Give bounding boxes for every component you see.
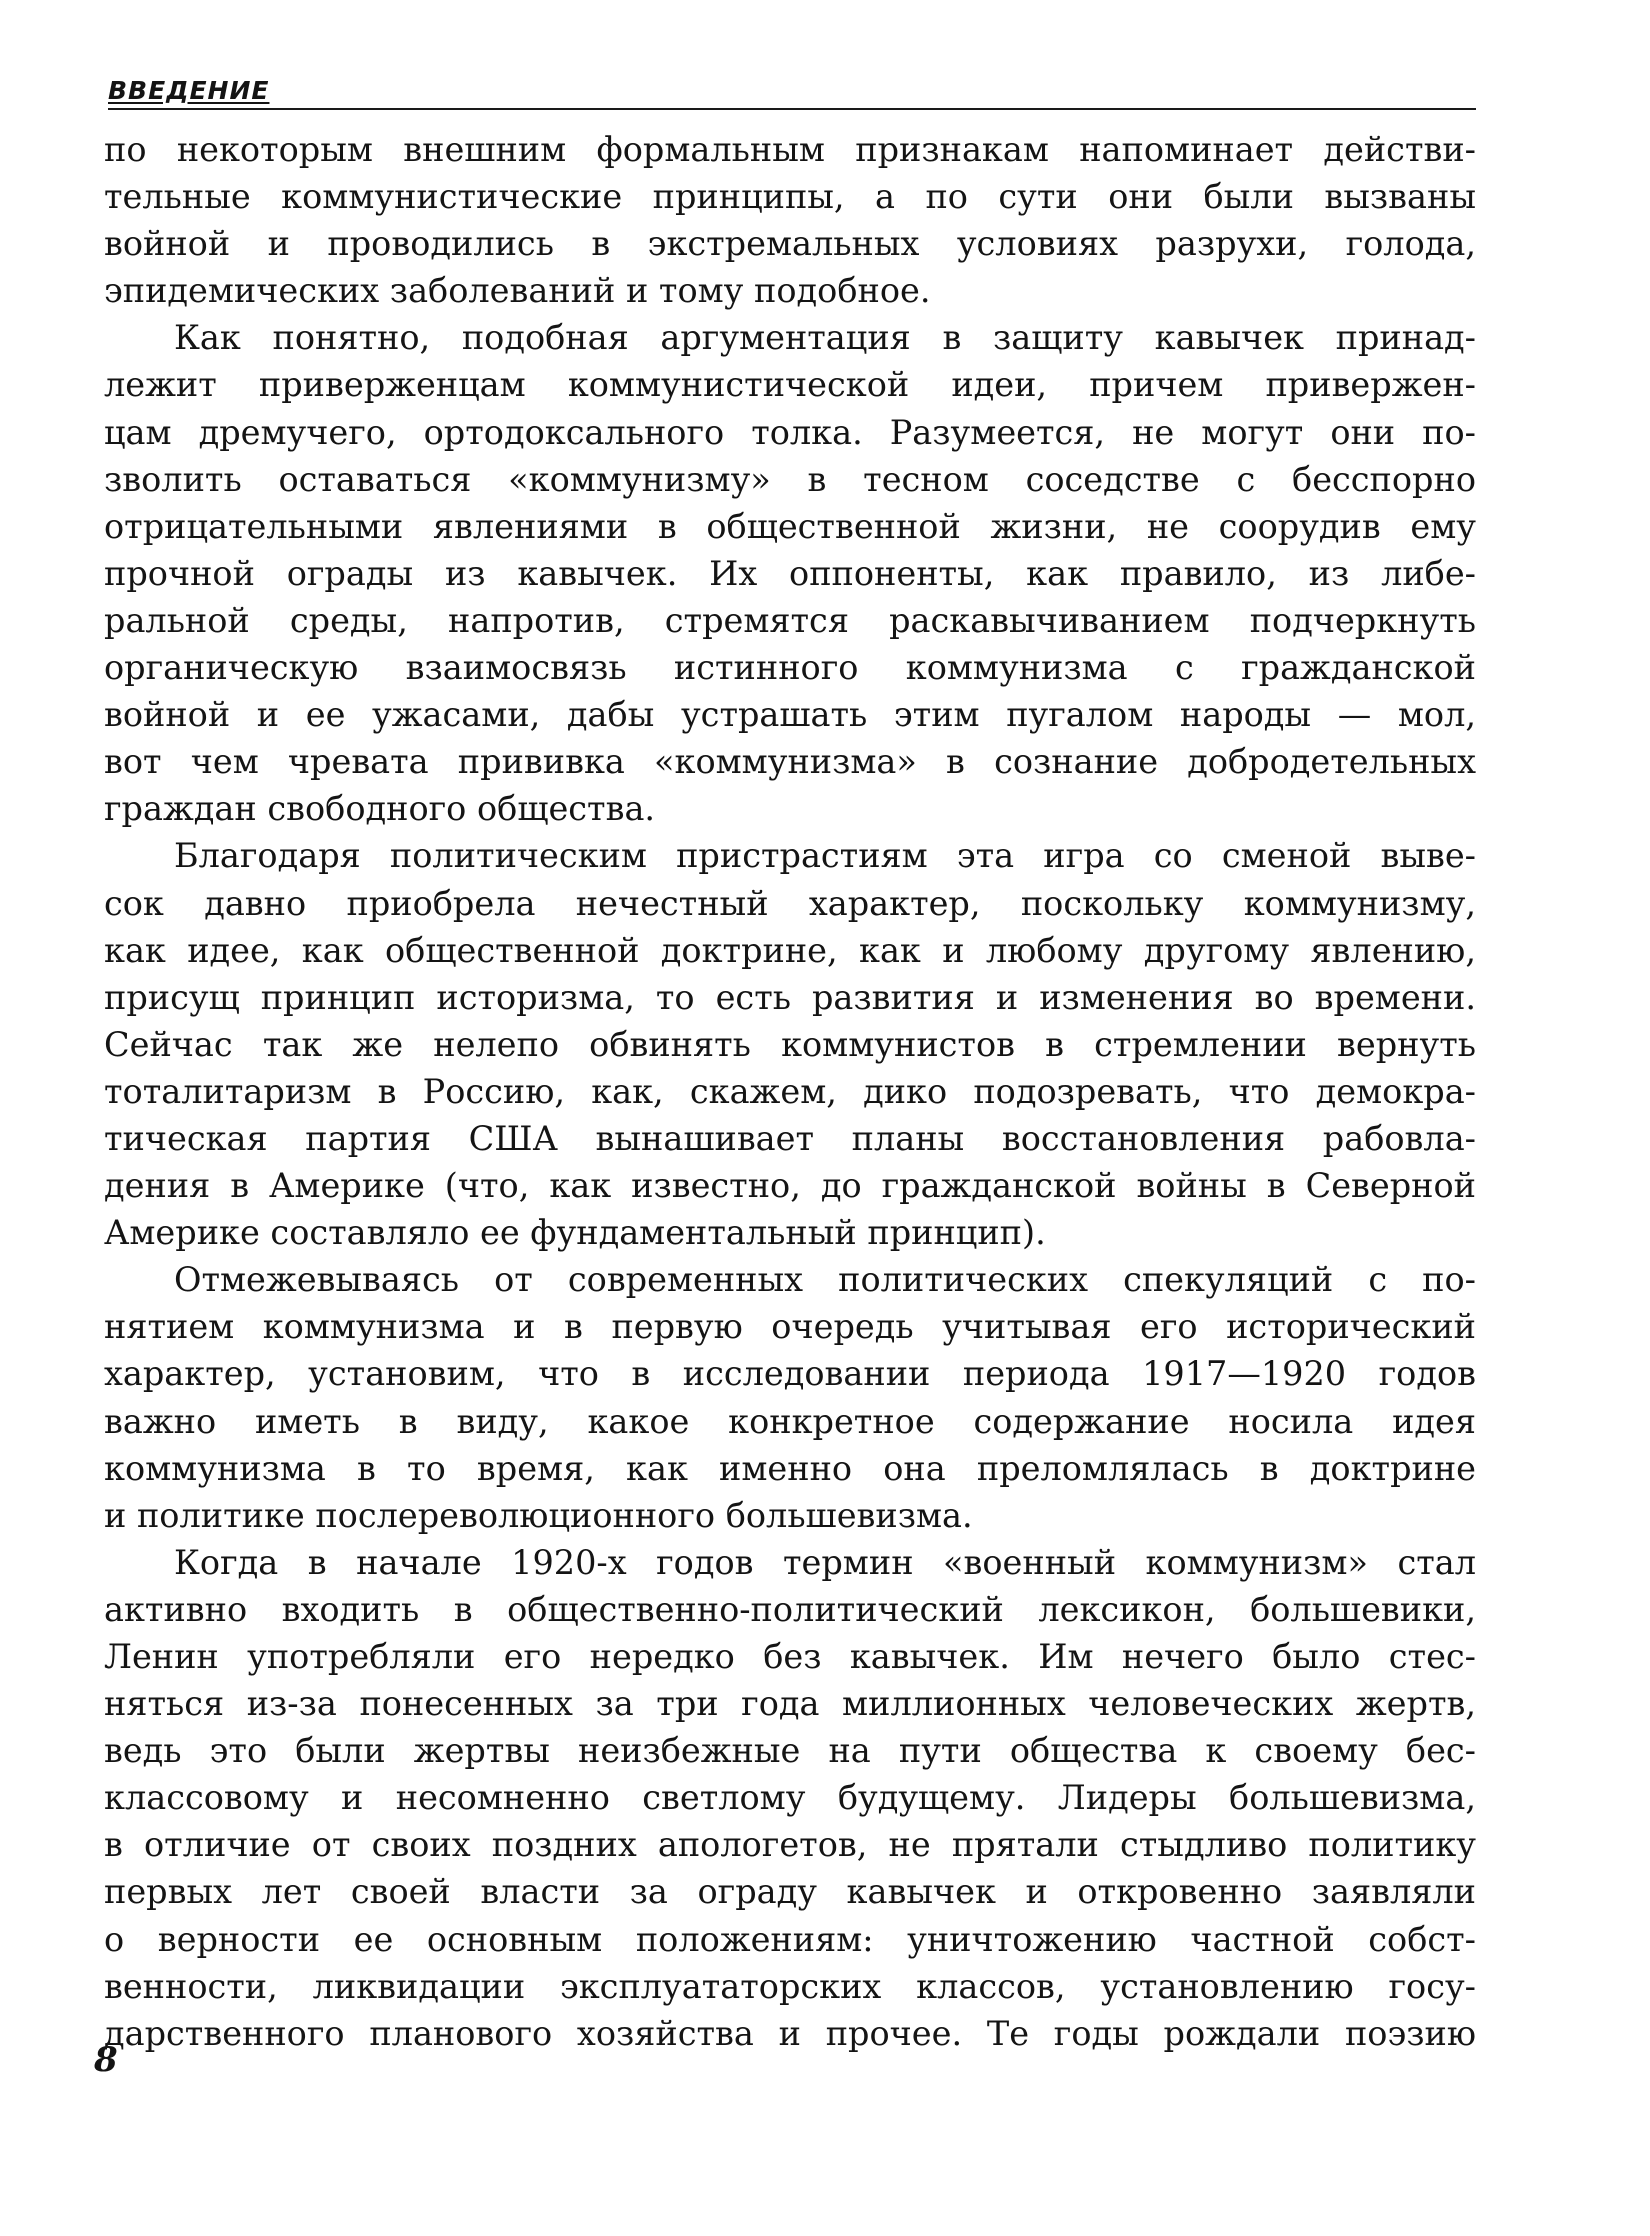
text-line: сок давно приобрела нечестный характер, поскольку коммунизму, (104, 883, 1476, 923)
paragraph (104, 1539, 1476, 2057)
text-line: и политике послереволюционного большевизма. (104, 1495, 973, 1535)
page-number: 8 (94, 2040, 118, 2080)
text-line: присущ принцип историзма, то есть развития и изменения во времени. (104, 977, 1476, 1017)
text-line: ральной среды, напротив, стремятся раскавычиванием подчеркнуть (104, 600, 1476, 640)
text-line: классовому и несомненно светлому будущему. Лидеры большевизма, (104, 1778, 1476, 1818)
text-line: Сейчас так же нелепо обвинять коммунистов в стремлении вернуть (104, 1024, 1476, 1064)
text-line: тоталитаризм в Россию, как, скажем, дико подозревать, что демокра- (104, 1071, 1476, 1111)
text-line: Благодаря политическим пристрастиям эта игра со сменой выве- (174, 836, 1476, 876)
text-line: дения в Америке (что, как известно, до гражданской войны в Северной (104, 1166, 1476, 1206)
text-line: цам дремучего, ортодоксального толка. Разумеется, не могут они по- (104, 412, 1476, 452)
text-line: о верности ее основным положениям: уничтожению частной собст- (104, 1919, 1476, 1959)
text-line: важно иметь в виду, какое конкретное содержание носила идея (104, 1401, 1476, 1441)
text-line: в отличие от своих поздних апологетов, не прятали стыдливо политику (104, 1825, 1476, 1865)
paragraph (104, 832, 1476, 1256)
section-title: ВВЕДЕНИЕ (108, 76, 270, 105)
text-line: граждан свободного общества. (104, 789, 656, 829)
body-text (104, 126, 1476, 2057)
text-line: Отмежевываясь от современных политических спекуляций с по- (174, 1260, 1476, 1300)
text-line: дарственного планового хозяйства и прочее. Те годы рождали поэзию (104, 2013, 1476, 2053)
paragraph (104, 1256, 1476, 1539)
paragraph (104, 314, 1476, 832)
text-line: коммунизма в то время, как именно она преломлялась в доктрине (104, 1448, 1476, 1488)
text-line: войной и ее ужасами, дабы устрашать этим пугалом народы — мол, (104, 695, 1476, 735)
text-line: органическую взаимосвязь истинного коммунизма с гражданской (104, 648, 1476, 688)
text-line: Америке составляло ее фундаментальный принцип). (104, 1213, 1046, 1253)
text-line: тическая партия США вынашивает планы восстановления рабовла- (104, 1118, 1476, 1158)
text-line: вот чем чревата прививка «коммунизма» в сознание добродетельных (104, 742, 1476, 782)
text-line: Как понятно, подобная аргументация в защиту кавычек принад- (174, 318, 1476, 358)
text-line: как идее, как общественной доктрине, как и любому другому явлению, (104, 930, 1476, 970)
text-line: няться из-за понесенных за три года миллионных человеческих жертв, (104, 1684, 1476, 1724)
text-line: эпидемических заболеваний и тому подобное. (104, 271, 931, 311)
text-line: отрицательными явлениями в общественной жизни, не соорудив ему (104, 506, 1476, 546)
text-line: активно входить в общественно-политический лексикон, большевики, (104, 1589, 1476, 1629)
text-line: нятием коммунизма и в первую очередь учитывая его исторический (104, 1307, 1476, 1347)
text-line: характер, установим, что в исследовании периода 1917—1920 годов (104, 1354, 1476, 1394)
text-line: венности, ликвидации эксплуататорских классов, установлению госу- (104, 1966, 1476, 2006)
text-line: прочной ограды из кавычек. Их оппоненты, как правило, из либе- (104, 553, 1476, 593)
text-line: Когда в начале 1920-х годов термин «военный коммунизм» стал (174, 1542, 1476, 1582)
text-line: тельные коммунистические принципы, а по сути они были вызваны (104, 177, 1476, 217)
text-line: первых лет своей власти за ограду кавычек и откровенно заявляли (104, 1872, 1476, 1912)
text-line: лежит приверженцам коммунистической идеи, причем привержен- (104, 365, 1476, 405)
paragraph (104, 126, 1476, 314)
running-head (108, 70, 1476, 110)
text-line: ведь это были жертвы неизбежные на пути общества к своему бес- (104, 1731, 1476, 1771)
text-line: зволить оставаться «коммунизму» в тесном соседстве с бесспорно (104, 459, 1476, 499)
text-line: войной и проводились в экстремальных условиях разрухи, голода, (104, 224, 1476, 264)
text-line: по некоторым внешним формальным признакам напоминает действи- (104, 130, 1476, 169)
text-line: Ленин употребляли его нередко без кавычек. Им нечего было стес- (104, 1637, 1476, 1676)
